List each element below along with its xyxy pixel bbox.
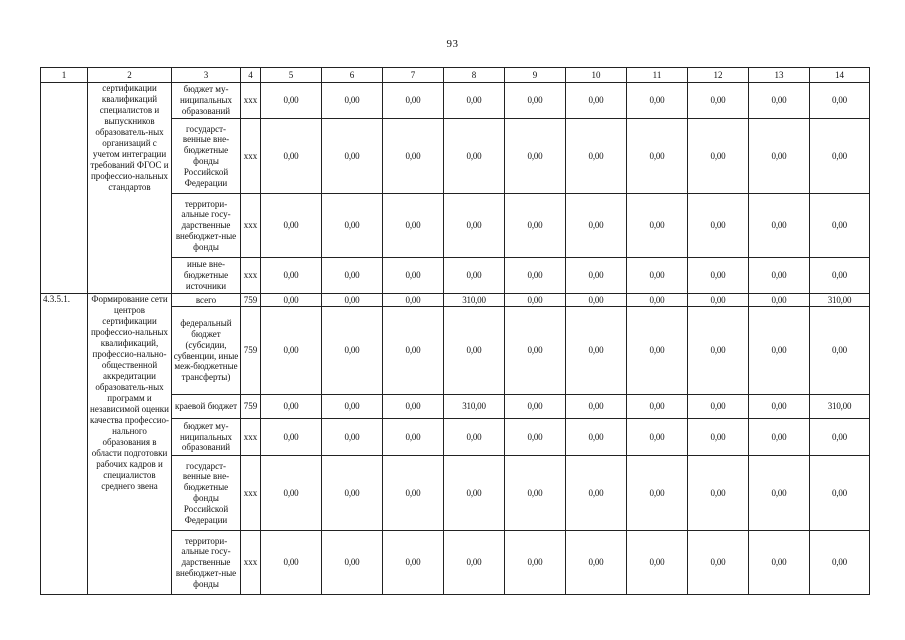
value-cell: 0,00 — [261, 307, 322, 395]
value-cell: 0,00 — [261, 456, 322, 531]
code-cell: ххх — [241, 531, 261, 595]
code-cell: ххх — [241, 119, 261, 194]
value-cell: 0,00 — [566, 194, 627, 258]
column-header: 9 — [505, 68, 566, 83]
funding-source-cell: территори-альные госу-дарственные внебюджет-ные фонды — [172, 531, 241, 595]
value-cell: 0,00 — [627, 456, 688, 531]
value-cell: 0,00 — [749, 119, 810, 194]
value-cell: 0,00 — [383, 419, 444, 456]
value-cell: 0,00 — [505, 395, 566, 419]
value-cell: 0,00 — [627, 395, 688, 419]
code-cell: ххх — [241, 456, 261, 531]
column-header: 4 — [241, 68, 261, 83]
value-cell: 0,00 — [749, 294, 810, 307]
funding-source-cell: бюджет му-ниципальных образований — [172, 83, 241, 119]
value-cell: 0,00 — [688, 194, 749, 258]
value-cell: 0,00 — [749, 258, 810, 294]
value-cell: 0,00 — [688, 395, 749, 419]
value-cell: 0,00 — [505, 456, 566, 531]
value-cell: 0,00 — [261, 419, 322, 456]
code-cell: 759 — [241, 307, 261, 395]
value-cell: 0,00 — [383, 395, 444, 419]
value-cell: 0,00 — [749, 531, 810, 595]
value-cell: 0,00 — [322, 83, 383, 119]
value-cell: 0,00 — [505, 119, 566, 194]
value-cell: 0,00 — [322, 258, 383, 294]
value-cell: 0,00 — [566, 419, 627, 456]
value-cell: 0,00 — [627, 194, 688, 258]
column-header: 5 — [261, 68, 322, 83]
value-cell: 0,00 — [505, 531, 566, 595]
value-cell: 0,00 — [383, 456, 444, 531]
code-cell: 759 — [241, 294, 261, 307]
code-cell: ххх — [241, 258, 261, 294]
header-row — [41, 68, 870, 83]
value-cell: 0,00 — [322, 294, 383, 307]
value-cell: 0,00 — [688, 531, 749, 595]
value-cell: 0,00 — [383, 531, 444, 595]
page-number: 93 — [446, 38, 459, 50]
value-cell: 0,00 — [322, 395, 383, 419]
value-cell: 0,00 — [322, 307, 383, 395]
value-cell: 0,00 — [627, 83, 688, 119]
column-header: 7 — [383, 68, 444, 83]
item-name-cell: Формирование сети центров сертификации профессио-нальных квалификаций, профессио-нально-общественной аккредитации образователь-ных программ и независимой оценки качества профессио-нального образования в области подготовки рабочих кадров и специалистов среднего звена — [88, 294, 172, 595]
table-row — [41, 294, 870, 307]
value-cell: 0,00 — [444, 258, 505, 294]
code-cell: 759 — [241, 395, 261, 419]
column-header: 10 — [566, 68, 627, 83]
value-cell: 0,00 — [383, 194, 444, 258]
value-cell: 0,00 — [627, 294, 688, 307]
value-cell: 0,00 — [322, 194, 383, 258]
code-cell: ххх — [241, 83, 261, 119]
value-cell: 0,00 — [566, 294, 627, 307]
value-cell: 0,00 — [749, 307, 810, 395]
value-cell: 0,00 — [810, 456, 870, 531]
item-number-cell — [41, 83, 88, 294]
code-cell: ххх — [241, 419, 261, 456]
column-header: 12 — [688, 68, 749, 83]
column-header: 6 — [322, 68, 383, 83]
value-cell: 0,00 — [566, 83, 627, 119]
value-cell: 0,00 — [810, 307, 870, 395]
value-cell: 0,00 — [627, 531, 688, 595]
value-cell: 0,00 — [383, 307, 444, 395]
column-header: 3 — [172, 68, 241, 83]
code-cell: ххх — [241, 194, 261, 258]
item-number-cell: 4.3.5.1. — [41, 294, 88, 595]
value-cell: 0,00 — [627, 119, 688, 194]
value-cell: 0,00 — [810, 119, 870, 194]
value-cell: 0,00 — [444, 456, 505, 531]
value-cell: 0,00 — [749, 194, 810, 258]
column-header: 8 — [444, 68, 505, 83]
value-cell: 0,00 — [566, 119, 627, 194]
value-cell: 0,00 — [261, 119, 322, 194]
value-cell: 0,00 — [566, 258, 627, 294]
value-cell: 0,00 — [444, 119, 505, 194]
budget-table — [40, 67, 870, 595]
funding-source-cell: государст-венные вне-бюджетные фонды Российской Федерации — [172, 456, 241, 531]
value-cell: 0,00 — [261, 294, 322, 307]
value-cell: 0,00 — [444, 419, 505, 456]
value-cell: 0,00 — [688, 83, 749, 119]
table-row — [41, 83, 870, 119]
column-header: 2 — [88, 68, 172, 83]
value-cell: 0,00 — [444, 83, 505, 119]
value-cell: 0,00 — [749, 395, 810, 419]
value-cell: 0,00 — [505, 419, 566, 456]
value-cell: 0,00 — [444, 194, 505, 258]
value-cell: 0,00 — [566, 395, 627, 419]
value-cell: 0,00 — [749, 419, 810, 456]
value-cell: 0,00 — [810, 194, 870, 258]
column-header: 1 — [41, 68, 88, 83]
value-cell: 310,00 — [810, 294, 870, 307]
column-header: 14 — [810, 68, 870, 83]
value-cell: 0,00 — [688, 119, 749, 194]
value-cell: 310,00 — [810, 395, 870, 419]
value-cell: 0,00 — [627, 419, 688, 456]
value-cell: 0,00 — [810, 419, 870, 456]
value-cell: 0,00 — [322, 419, 383, 456]
funding-source-cell: краевой бюджет — [172, 395, 241, 419]
value-cell: 0,00 — [505, 307, 566, 395]
value-cell: 0,00 — [688, 456, 749, 531]
value-cell: 0,00 — [261, 531, 322, 595]
funding-source-cell: федеральный бюджет (субсидии, субвенции, иные меж-бюджетные трансферты) — [172, 307, 241, 395]
value-cell: 0,00 — [627, 307, 688, 395]
funding-source-cell: территори-альные госу-дарственные внебюджет-ные фонды — [172, 194, 241, 258]
value-cell: 0,00 — [261, 83, 322, 119]
funding-source-cell: иные вне-бюджетные источники — [172, 258, 241, 294]
value-cell: 0,00 — [261, 258, 322, 294]
value-cell: 310,00 — [444, 294, 505, 307]
column-header: 11 — [627, 68, 688, 83]
value-cell: 0,00 — [688, 258, 749, 294]
value-cell: 0,00 — [688, 294, 749, 307]
value-cell: 0,00 — [566, 531, 627, 595]
value-cell: 0,00 — [505, 294, 566, 307]
value-cell: 0,00 — [688, 307, 749, 395]
value-cell: 0,00 — [261, 395, 322, 419]
value-cell: 310,00 — [444, 395, 505, 419]
funding-source-cell: бюджет му-ниципальных образований — [172, 419, 241, 456]
value-cell: 0,00 — [810, 83, 870, 119]
value-cell: 0,00 — [444, 307, 505, 395]
value-cell: 0,00 — [383, 83, 444, 119]
item-name-cell: сертификации квалификаций специалистов и выпускников образователь-ных организаций с учетом интеграции требований ФГОС и профессио-нальных стандартов — [88, 83, 172, 294]
value-cell: 0,00 — [810, 531, 870, 595]
value-cell: 0,00 — [322, 119, 383, 194]
value-cell: 0,00 — [383, 294, 444, 307]
funding-source-cell: всего — [172, 294, 241, 307]
value-cell: 0,00 — [261, 194, 322, 258]
value-cell: 0,00 — [383, 119, 444, 194]
value-cell: 0,00 — [810, 258, 870, 294]
value-cell: 0,00 — [749, 456, 810, 531]
value-cell: 0,00 — [505, 83, 566, 119]
value-cell: 0,00 — [322, 456, 383, 531]
value-cell: 0,00 — [627, 258, 688, 294]
value-cell: 0,00 — [505, 194, 566, 258]
value-cell: 0,00 — [505, 258, 566, 294]
value-cell: 0,00 — [566, 307, 627, 395]
column-header: 13 — [749, 68, 810, 83]
value-cell: 0,00 — [444, 531, 505, 595]
value-cell: 0,00 — [688, 419, 749, 456]
value-cell: 0,00 — [383, 258, 444, 294]
value-cell: 0,00 — [322, 531, 383, 595]
funding-source-cell: государст-венные вне-бюджетные фонды Российской Федерации — [172, 119, 241, 194]
value-cell: 0,00 — [566, 456, 627, 531]
value-cell: 0,00 — [749, 83, 810, 119]
